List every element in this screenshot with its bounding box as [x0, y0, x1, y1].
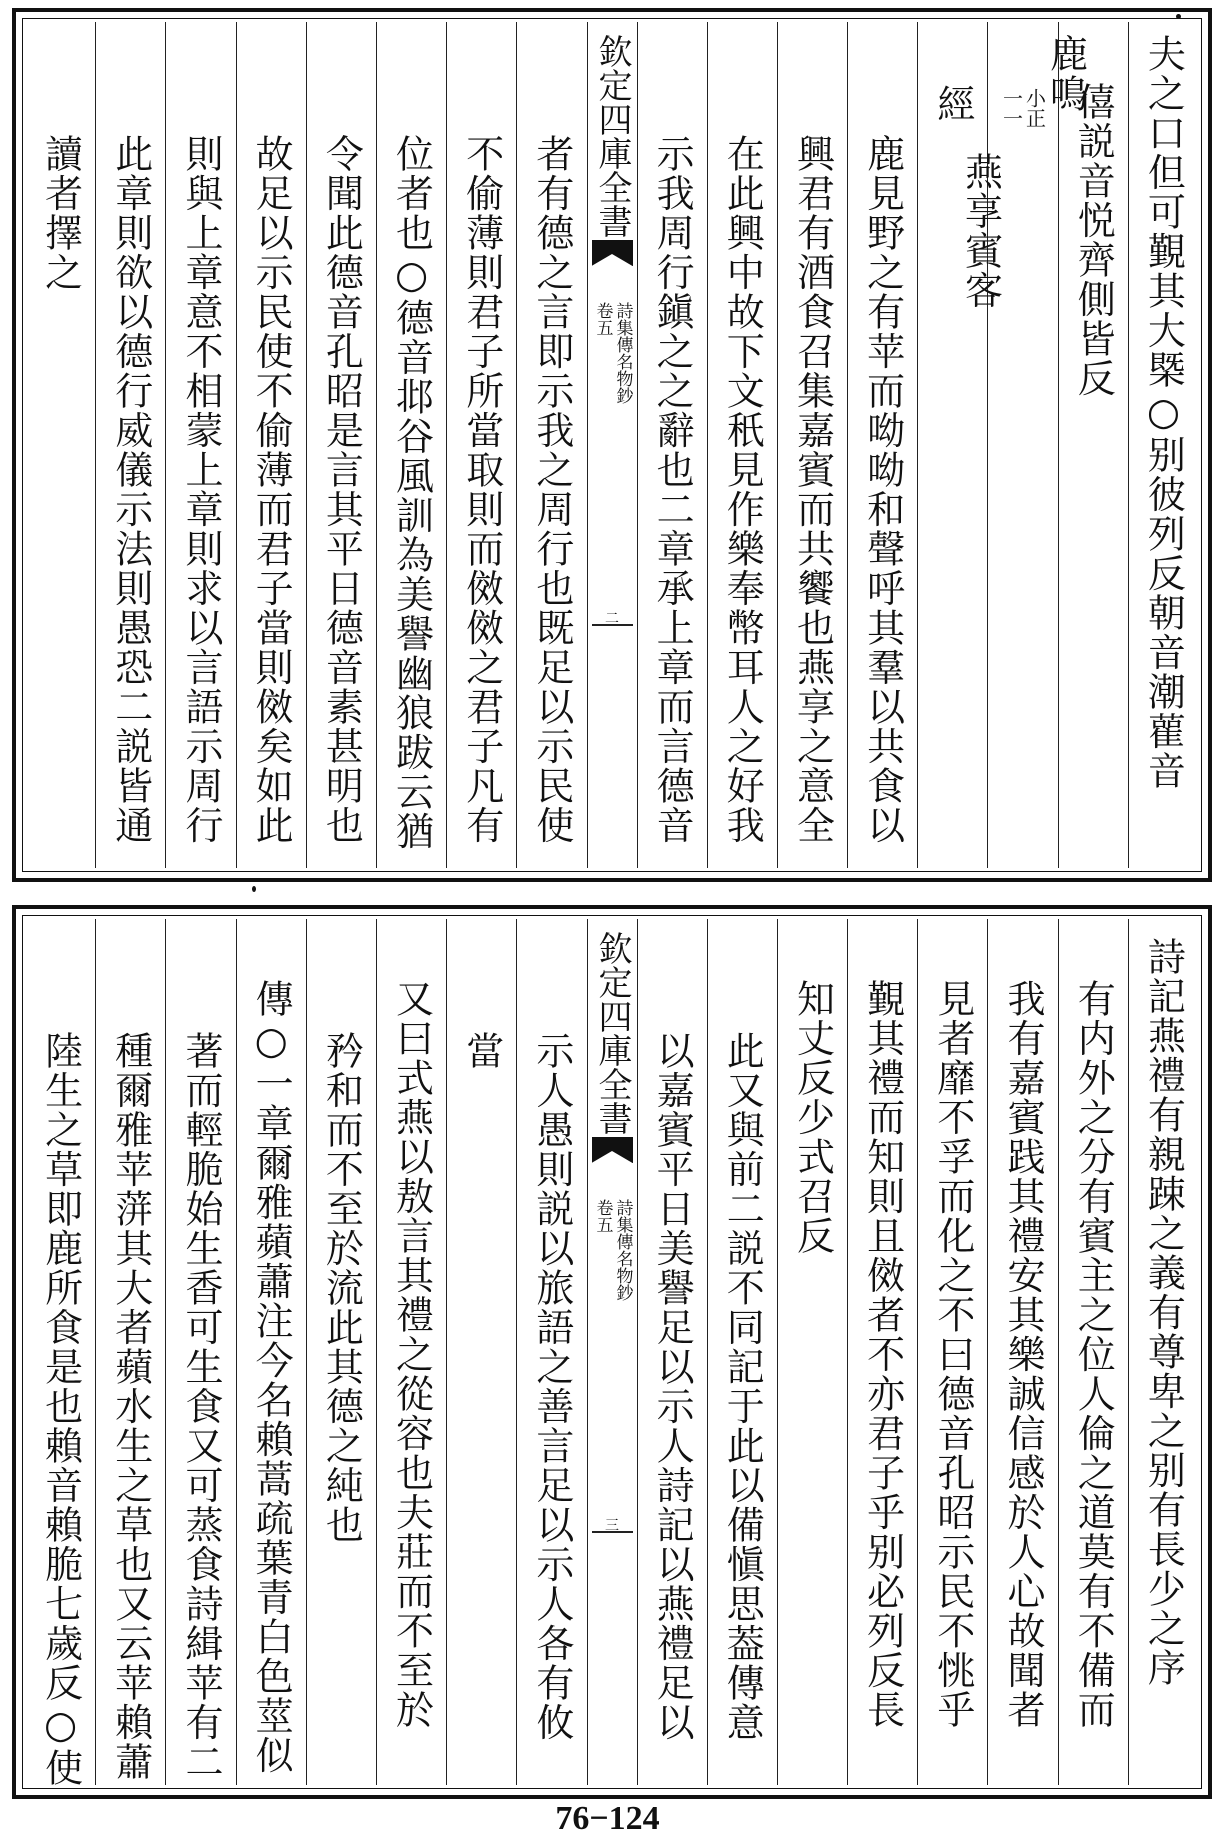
text-column: [847, 919, 917, 1785]
text-column: [1058, 919, 1128, 1785]
section-label: 經: [930, 84, 975, 124]
text-column: [987, 919, 1057, 1785]
column-text: 此又與前二説不同記于此以備愼思葢傳意: [720, 1031, 765, 1742]
column-text: 知丈反少式召反: [790, 979, 835, 1256]
text-column: [637, 919, 707, 1785]
text-column: [165, 22, 235, 868]
text-column: [1128, 919, 1198, 1785]
center-spine: [587, 919, 637, 1785]
column-text: 在此興中故下文秖見作樂奉幣耳人之好我: [720, 134, 765, 845]
spine-page-number: 二: [605, 611, 619, 627]
spine-book-info: [588, 1199, 637, 1301]
column-text: 不偷薄則君子所當取則而傚傚之君子凡有: [459, 134, 504, 845]
text-column: [26, 22, 95, 868]
text-column: [707, 22, 777, 868]
spine-volume: 卷五: [592, 302, 613, 336]
text-column: [777, 919, 847, 1785]
column-text: 覲其禮而知則且傚者不亦君子乎别必列反長: [860, 979, 905, 1730]
interlinear-note: 小正: [1022, 88, 1047, 128]
bottom-page-frame: [12, 905, 1212, 1799]
interlinear-notes: [999, 40, 1047, 128]
column-text: 我有嘉賓践其禮安其樂誠信感於人心故聞者: [1001, 979, 1046, 1730]
column-text-continuation: 燕享賓客: [958, 152, 1003, 310]
bottom-columns: [26, 919, 1198, 1788]
text-column: [446, 919, 516, 1785]
text-column: [236, 919, 306, 1785]
column-text: 此章則欲以德行威儀示法則愚恐二説皆通: [108, 134, 153, 845]
column-text: 又曰式燕以敖言其禮之從容也夫莊而不至於: [389, 979, 434, 1730]
text-column: [95, 22, 165, 868]
column-text: 則與上章意不相蒙上章則求以言語示周行: [178, 134, 223, 845]
spine-title: 欽定四庫全書: [592, 931, 632, 1135]
spine-book-name: 詩集傳名物鈔: [612, 1199, 633, 1301]
column-text: 夫之口但可覲其大槩○别彼列反朝音潮雚音: [1141, 34, 1186, 791]
text-column: [1128, 22, 1198, 868]
column-text: 示人愚則説以旅語之善言足以示人各有攸: [529, 1031, 574, 1742]
text-column: [95, 919, 165, 1785]
text-column: [446, 22, 516, 868]
column-text: 令聞此德音孔昭是言其平日德音素甚明也: [319, 134, 364, 845]
column-text: 位者也○德音邶谷風訓為美譽幽狼跋云猶: [389, 134, 434, 851]
column-text: 僖説音悦齊側皆反: [1071, 82, 1116, 398]
text-column: [26, 919, 95, 1788]
column-text: 傳○一章爾雅蘋蕭注今名賴蒿疏葉青白色莖似: [249, 979, 294, 1775]
column-text: 讀者擇之: [38, 134, 83, 292]
fishtail-mark: [592, 1137, 633, 1163]
text-column: [516, 919, 586, 1785]
column-text: 見者靡不孚而化之不曰德音孔昭示民不恌乎: [930, 979, 975, 1730]
column-text: 當: [459, 1031, 504, 1071]
text-column: [376, 919, 446, 1785]
text-column: [306, 22, 376, 868]
interlinear-note: 一一: [999, 88, 1024, 128]
column-text: 故足以示民使不偷薄而君子當則傚矣如此: [249, 134, 294, 845]
column-text: 以嘉賓平日美譽足以示人詩記以燕禮足以: [650, 1031, 695, 1742]
text-column: [376, 22, 446, 868]
text-column: [847, 22, 917, 868]
spine-book-info: [588, 302, 637, 404]
column-text: 矜和而不至於流此其德之純也: [319, 1031, 364, 1545]
text-column: [165, 919, 235, 1785]
text-column: [917, 22, 987, 868]
column-text: 著而輕脆始生香可生食又可蒸食詩緝苹有二: [178, 1031, 223, 1782]
text-column: [917, 919, 987, 1785]
scan-speck: [252, 886, 256, 892]
spine-page-number: 三: [605, 1518, 619, 1534]
page-footer-number: 76−124: [555, 1800, 660, 1837]
column-text-secondary: 鳴: [1043, 73, 1088, 113]
column-text: 種爾雅苹蓱其大者蘋水生之草也又云苹賴蕭: [108, 1031, 153, 1782]
text-column: [306, 919, 376, 1785]
column-text: 興君有酒食召集嘉賓而共饗也燕享之意全: [790, 134, 835, 845]
scan-speck: [1176, 14, 1181, 19]
spine-book-name: 詩集傳名物鈔: [612, 302, 633, 404]
text-column: [516, 22, 586, 868]
text-column: [707, 919, 777, 1785]
column-text: 詩記燕禮有親踈之義有尊卑之别有長少之序: [1141, 937, 1186, 1688]
text-column: [236, 22, 306, 868]
top-columns: [26, 22, 1198, 868]
fishtail-mark: [592, 240, 633, 266]
text-column: [777, 22, 847, 868]
column-text: 陸生之草即鹿所食是也賴音賴脆七歲反○使: [38, 1031, 83, 1788]
spine-volume: 卷五: [592, 1199, 613, 1233]
spine-title: 欽定四庫全書: [592, 34, 632, 238]
column-text: 鹿: [1043, 34, 1088, 74]
column-text: 鹿見野之有苹而呦呦和聲呼其羣以共食以: [860, 134, 905, 845]
text-column: [958, 22, 1088, 868]
column-text: 示我周行鎭之之辭也二章承上章而言德音: [650, 134, 695, 845]
column-text: 者有德之言即示我之周行也既足以示民使: [529, 134, 574, 845]
center-spine: [587, 22, 637, 868]
text-column: [637, 22, 707, 868]
top-page-frame: [12, 8, 1212, 882]
column-text: 有内外之分有賓主之位人倫之道莫有不備而: [1071, 979, 1116, 1730]
